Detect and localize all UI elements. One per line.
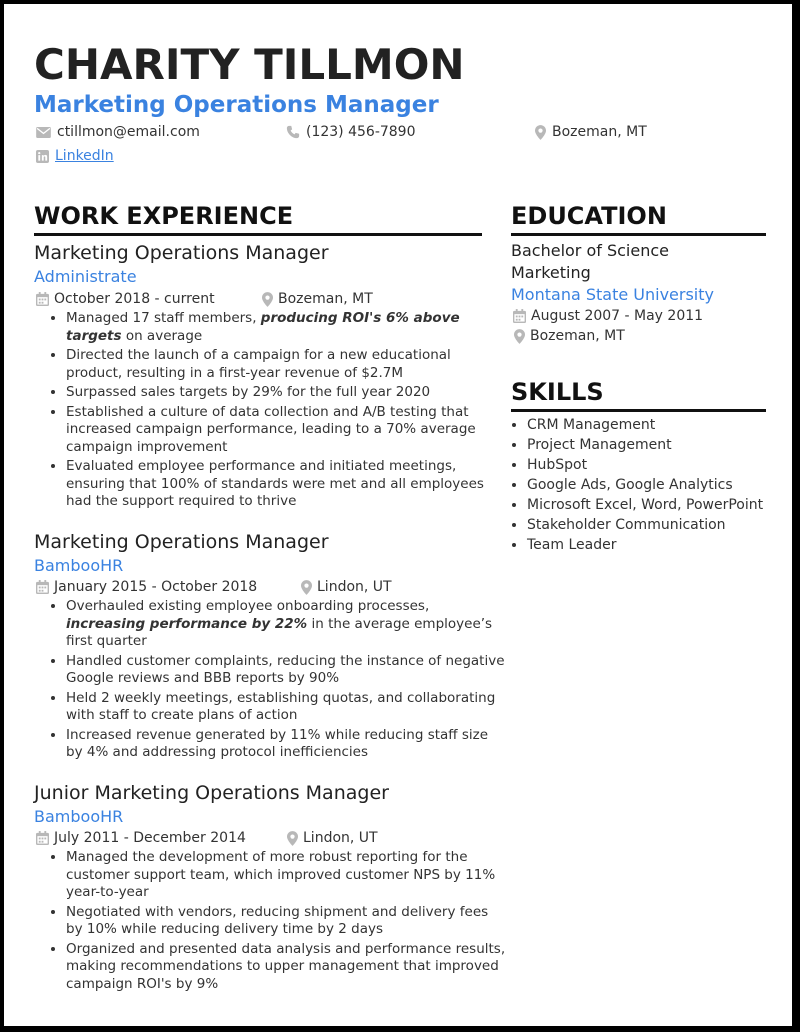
job-dates: [36, 829, 246, 847]
company-name: Administrate: [34, 267, 137, 286]
list-item: • Overhauled existing employee onboarding processes, increasing performance by 22% in the average employee’s first quarter: [66, 598, 506, 651]
list-item: • Organized and presented data analysis and performance results, making recommendations to upper management that improved campaign ROI's by 9%: [66, 941, 506, 994]
linkedin-icon: [36, 150, 49, 163]
education-location: [514, 327, 625, 345]
skills-list: [509, 417, 787, 557]
skill-item: • Google Ads, Google Analytics: [527, 477, 787, 494]
candidate-name: CHARITY TILLMON: [34, 40, 465, 89]
skill-item: • Project Management: [527, 437, 787, 454]
phone-icon: [286, 125, 300, 139]
dates-text: October 2018 - current: [54, 291, 215, 307]
contact-email: [36, 123, 200, 141]
list-item: • Evaluated employee performance and initiated meetings, ensuring that 100% of standards were met and all employees had the support required to thrive: [66, 458, 506, 511]
phone-text: (123) 456-7890: [306, 124, 416, 140]
list-item: • Managed the development of more robust reporting for the customer support team, which improved customer NPS by 11% year-to-year: [66, 849, 506, 902]
company-name: BambooHR: [34, 556, 124, 575]
job-dates: [36, 578, 257, 596]
job-location: [287, 829, 378, 847]
school-name: Montana State University: [511, 285, 714, 304]
job-location: [262, 290, 373, 308]
list-item: • Surpassed sales targets by 29% for the full year 2020: [66, 384, 506, 402]
map-pin-icon: [287, 831, 298, 846]
contact-location: [535, 123, 647, 141]
job-title: Junior Marketing Operations Manager: [34, 782, 389, 804]
dates-text: July 2011 - December 2014: [54, 830, 246, 846]
dates-text: August 2007 - May 2011: [531, 308, 704, 324]
location-text: Lindon, UT: [317, 579, 392, 595]
contact-phone: [286, 123, 416, 141]
list-item: • Held 2 weekly meetings, establishing quotas, and collaborating with staff to create plans of action: [66, 690, 506, 725]
email-text: ctillmon@email.com: [57, 124, 200, 140]
job-bullets: [48, 849, 506, 995]
dates-text: January 2015 - October 2018: [54, 579, 258, 595]
job-bullets: [48, 310, 506, 513]
job-location: [301, 578, 392, 596]
skill-item: • Microsoft Excel, Word, PowerPoint: [527, 497, 787, 514]
work-experience-heading: WORK EXPERIENCE: [34, 202, 294, 230]
skill-item: • Team Leader: [527, 537, 787, 554]
field-of-study: Marketing: [511, 263, 591, 282]
job-dates: [36, 290, 215, 308]
candidate-title: Marketing Operations Manager: [34, 92, 439, 118]
location-text: Bozeman, MT: [278, 291, 373, 307]
education-dates: [513, 307, 703, 325]
degree: Bachelor of Science: [511, 241, 669, 260]
envelope-icon: [36, 127, 51, 138]
list-item: • Managed 17 staff members, producing ROI's 6% above targets on average: [66, 310, 506, 345]
list-item: • Negotiated with vendors, reducing shipment and delivery fees by 10% while reducing delivery time by 2 days: [66, 904, 506, 939]
skill-item: • CRM Management: [527, 417, 787, 434]
calendar-icon: [36, 580, 49, 594]
skills-divider: [511, 409, 766, 412]
location-text: Bozeman, MT: [552, 124, 647, 140]
map-pin-icon: [535, 125, 546, 140]
list-item: • Handled customer complaints, reducing the instance of negative Google reviews and BBB reports by 90%: [66, 653, 506, 688]
list-item: • Established a culture of data collection and A/B testing that increased campaign performance, leading to a 70% average campaign improvement: [66, 404, 506, 457]
calendar-icon: [36, 831, 49, 845]
map-pin-icon: [301, 580, 312, 595]
calendar-icon: [513, 309, 526, 323]
skill-item: • Stakeholder Communication: [527, 517, 787, 534]
education-heading: EDUCATION: [511, 202, 667, 230]
skills-heading: SKILLS: [511, 378, 604, 406]
skill-item: • HubSpot: [527, 457, 787, 474]
job-title: Marketing Operations Manager: [34, 242, 329, 264]
map-pin-icon: [514, 329, 525, 344]
location-text: Bozeman, MT: [530, 328, 625, 344]
map-pin-icon: [262, 292, 273, 307]
contact-linkedin: [36, 147, 114, 165]
list-item: • Directed the launch of a campaign for a new educational product, resulting in a first-year revenue of $2.7M: [66, 347, 506, 382]
calendar-icon: [36, 292, 49, 306]
job-bullets: [48, 598, 506, 764]
company-name: BambooHR: [34, 807, 124, 826]
linkedin-link[interactable]: LinkedIn: [55, 148, 114, 164]
list-item: • Increased revenue generated by 11% while reducing staff size by 4% and addressing protocol inefficiencies: [66, 727, 506, 762]
education-divider: [511, 233, 766, 236]
work-divider: [34, 233, 482, 236]
resume-page: [4, 4, 792, 1026]
job-title: Marketing Operations Manager: [34, 531, 329, 553]
location-text: Lindon, UT: [303, 830, 378, 846]
